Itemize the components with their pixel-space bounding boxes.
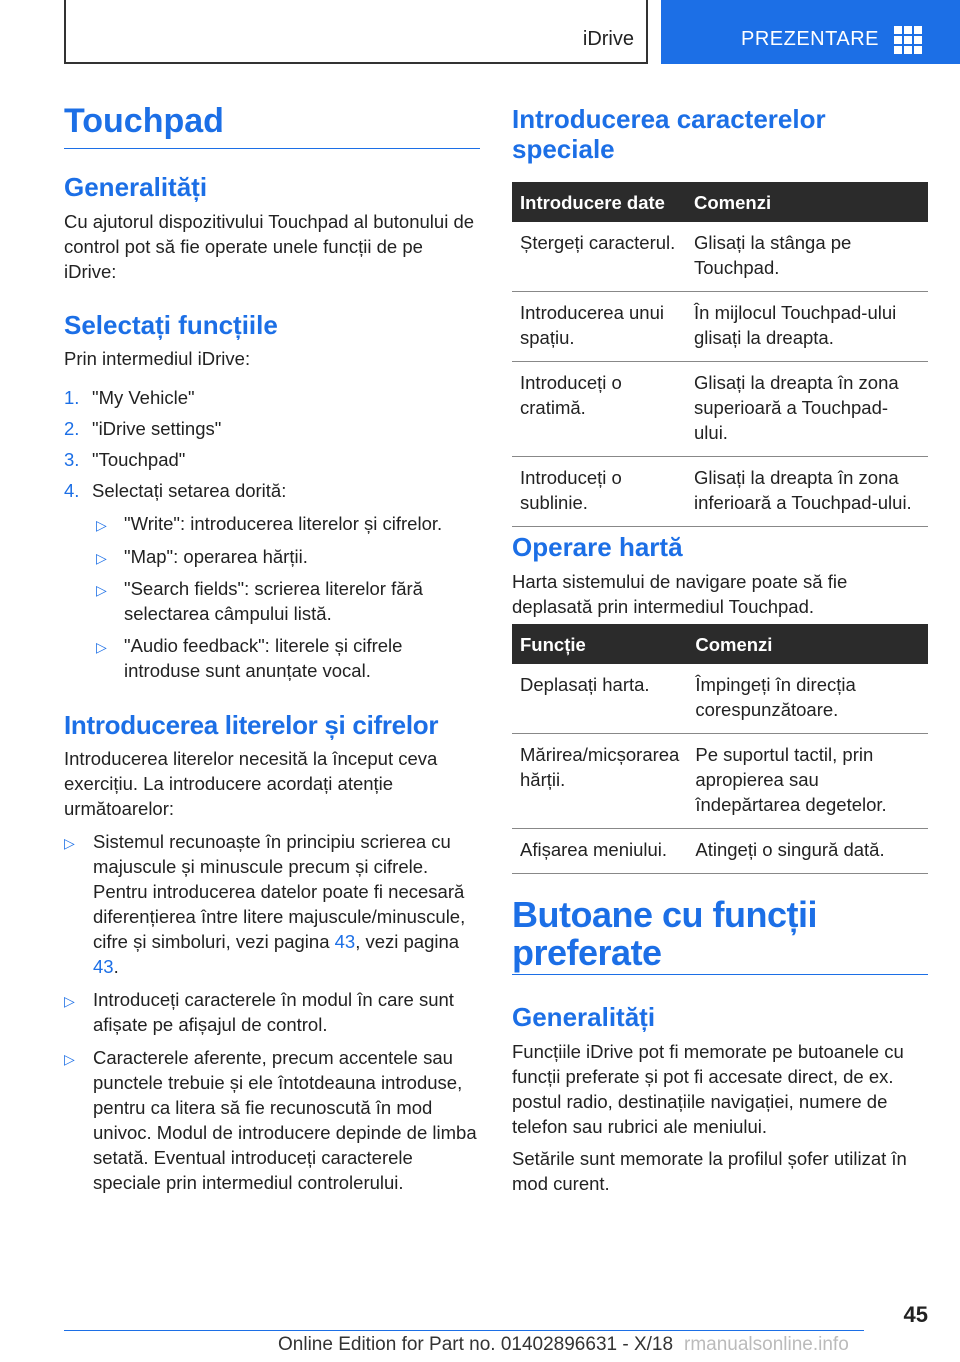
list-item: ▷ "Write": introducerea literelor și cifrelor. (64, 511, 480, 544)
footer-divider (64, 1330, 864, 1331)
step-text: "My Vehicle" (92, 387, 195, 408)
sub-options (64, 511, 480, 690)
table-row: Mărirea/micșorarea hărții. Pe suportul tactil, prin apropierea sau îndepărtarea degetelor. (512, 734, 928, 829)
footer-edition: Online Edition for Part no. 01402896631 - X/18 (278, 1334, 674, 1355)
step-number: 2. (64, 418, 80, 439)
page-title: Touchpad (64, 102, 480, 149)
list-item (64, 385, 480, 416)
header-section: iDrive (582, 28, 634, 50)
triangle-icon: ▷ (96, 639, 107, 655)
list-item: ▷ "Search fields": scrierea literelor fără selectarea câmpului listă. (96, 578, 423, 624)
list-item (64, 478, 480, 509)
heading-generalitati-2: Generalități (512, 1002, 656, 1032)
list-item: ▷ Introduceți caracterele în modul în care sunt afișate pe afișajul de control. (64, 989, 454, 1035)
literelor-bullets (64, 829, 480, 1195)
table-row: Afișarea meniului. Atingeți o singură dată. (512, 829, 928, 874)
step-text: "Touchpad" (92, 449, 186, 470)
heading-generalitati: Generalități (64, 172, 208, 202)
grid-icon (894, 26, 922, 54)
heading-literelor: Introducerea literelor și cifrelor (64, 710, 439, 740)
table-row: Introducerea unui spațiu. În mijlocul Touchpad-ului glisați la dreapta. (512, 292, 928, 362)
table-row: Ștergeți caracterul. Glisați la stânga pe Touchpad. (512, 222, 928, 292)
triangle-icon: ▷ (96, 582, 107, 598)
heading-speciale: Introducerea caracterelor speciale (512, 104, 826, 164)
heading-selectati: Selectați funcțiile (64, 310, 278, 340)
map-operation-table (512, 624, 928, 874)
step-text: Selectați setarea dorită: (92, 480, 287, 501)
column-header: Comenzi (686, 182, 928, 222)
list-item: ▷ "Audio feedback": literele și cifrele introduse sunt anunțate vocal. (96, 635, 403, 681)
generalitati-text: Cu ajutorul dispozitivului Touchpad al butonului de control pot să fie operate unele funcții de pe iDrive: (64, 211, 475, 282)
table-header-row (512, 182, 928, 222)
step-number: 1. (64, 387, 80, 408)
table-row: Deplasați harta. Împingeți în direcția corespunzătoare. (512, 664, 928, 734)
header-section-box (64, 0, 648, 64)
step-number: 4. (64, 480, 80, 501)
column-header: Funcție (512, 624, 687, 664)
page-number: 45 (903, 1302, 928, 1327)
watermark: rmanualsonline.info (684, 1334, 849, 1355)
triangle-icon: ▷ (64, 1051, 75, 1067)
butoane-text-1: Funcțiile iDrive pot fi memorate pe butoanele cu funcții preferate și pot fi accesate direct, de ex. postul radio, destinațiile navigației, numere de telefon sau rubrici ale meniului. (512, 1041, 904, 1137)
column-header: Introducere date (512, 182, 686, 222)
literelor-text: Introducerea literelor necesită la început ceva exercițiu. La introducere acordați atenție următoarelor: (64, 748, 438, 819)
header-chapter: PREZENTARE (741, 28, 879, 50)
triangle-icon: ▷ (64, 835, 75, 851)
page-link[interactable]: 43 (334, 931, 356, 952)
butoane-text-2: Setările sunt memorate la profilul șofer utilizat în mod curent. (512, 1148, 907, 1194)
list-item (64, 447, 480, 478)
page-link[interactable]: 43 (93, 956, 114, 977)
table-header-row (512, 624, 928, 664)
section-title-butoane: Butoane cu funcții preferate (512, 896, 928, 975)
list-item: ▷ Caracterele aferente, precum accentele sau punctele trebuie și ele întotdeauna introduse, pentru ca litera să fie recunoscută în mod univoc. Modul de introducere depinde de limba setată. Eventual introduceți caracterele speciale prin intermediul controlerului. (64, 1047, 477, 1193)
selectati-intro: Prin intermediul iDrive: (64, 348, 251, 369)
table-row: Introduceți o cratimă. Glisați la dreapta în zona superioară a Touchpad-ului. (512, 362, 928, 457)
special-chars-table (512, 182, 928, 527)
table-row: Introduceți o sublinie. Glisați la dreapta în zona inferioară a Touchpad-ului. (512, 457, 928, 527)
list-item: ▷ "Map": operarea hărții. (64, 544, 480, 576)
column-header: Comenzi (687, 624, 928, 664)
triangle-icon: ▷ (96, 550, 107, 566)
header-chapter-tab[interactable] (661, 0, 960, 64)
step-number: 3. (64, 449, 80, 470)
step-text: "iDrive settings" (92, 418, 222, 439)
heading-harta: Operare hartă (512, 532, 683, 562)
list-item (64, 416, 480, 447)
triangle-icon: ▷ (64, 993, 75, 1009)
steps-list (64, 385, 480, 509)
list-item: ▷ Sistemul recunoaște în principiu scrierea cu majuscule și minuscule precum și cifrele. Pentru introducerea datelor poate fi necesară diferențierea între litere majuscule/minuscule, cifre și simboluri, vezi pagina 43, vezi pagina 43. (64, 831, 466, 977)
harta-text: Harta sistemului de navigare poate să fie deplasată prin intermediul Touchpad. (512, 571, 848, 617)
triangle-icon: ▷ (96, 517, 107, 533)
